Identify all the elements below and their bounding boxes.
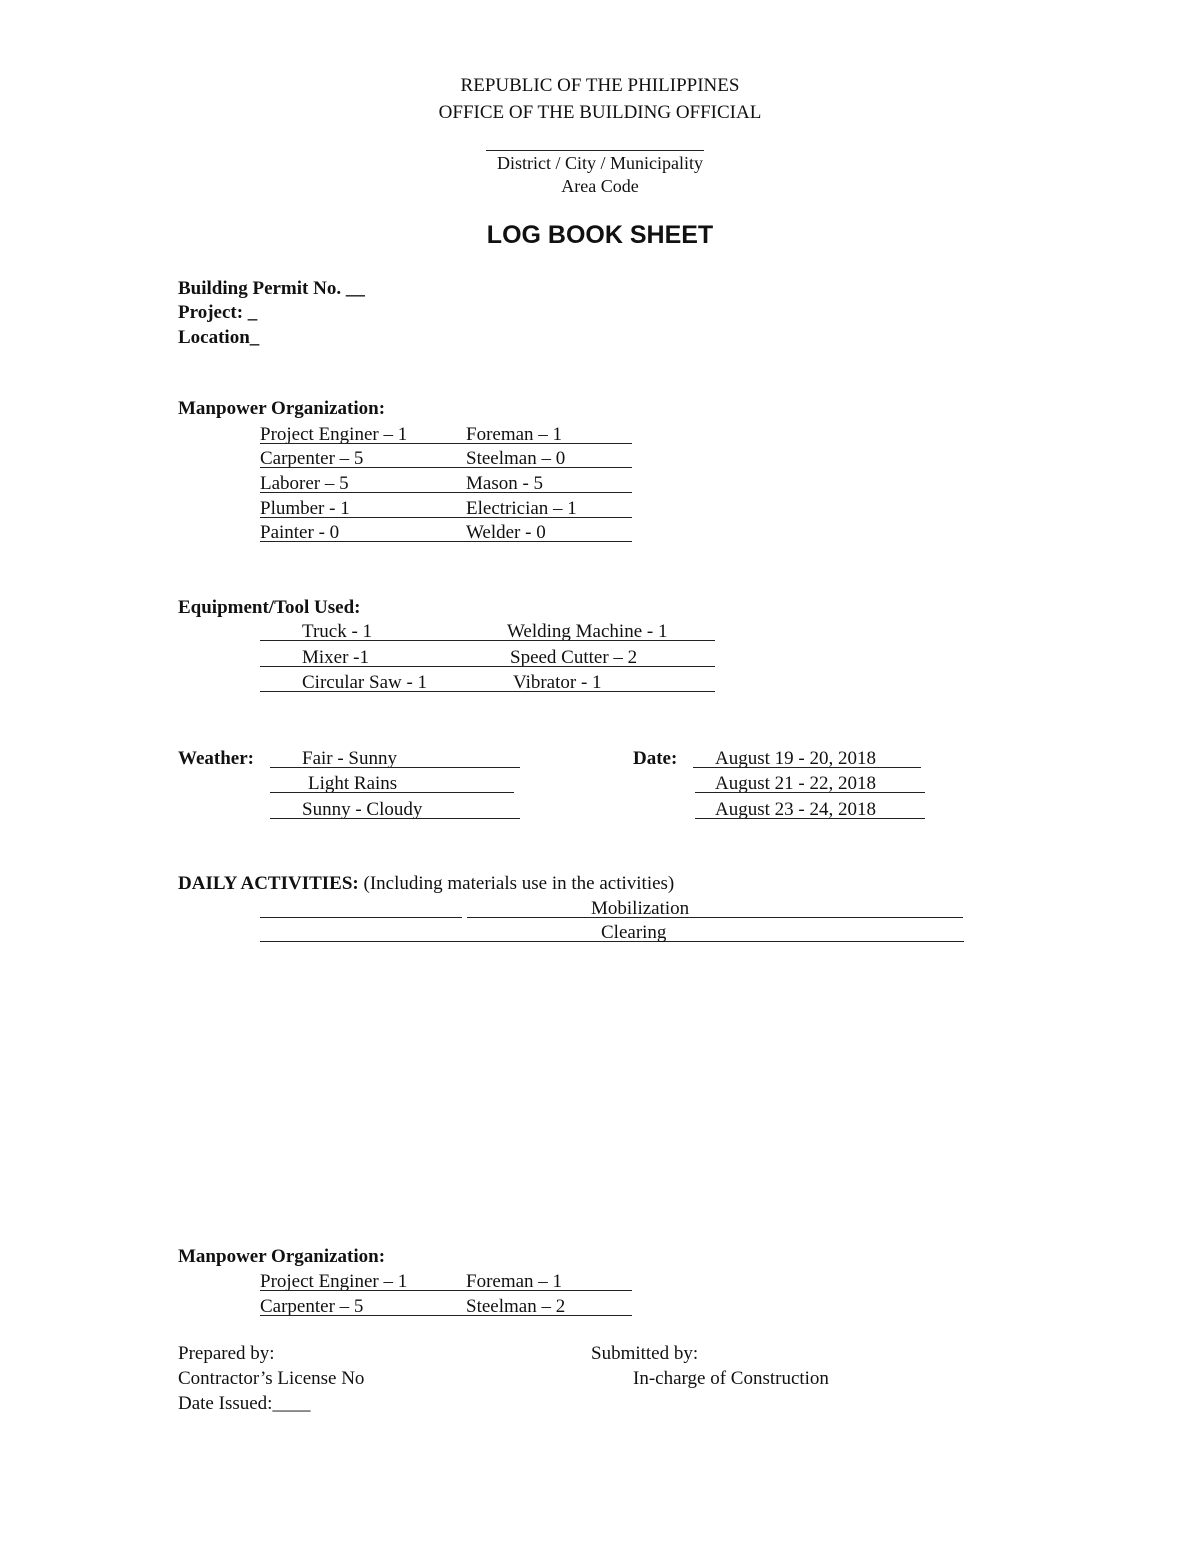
row-underline (260, 1315, 632, 1316)
equipment-cell: Mixer -1 (302, 647, 370, 668)
submitted-by-label: Submitted by: (591, 1343, 699, 1364)
manpower-cell: Foreman – 1 (466, 424, 563, 445)
weather-underline (270, 767, 520, 768)
manpower-cell: Plumber - 1 (260, 498, 350, 519)
header-republic: REPUBLIC OF THE PHILIPPINES (460, 75, 740, 96)
weather-entry: Light Rains (308, 773, 398, 794)
activity-item: Mobilization (591, 898, 690, 919)
date-entry: August 23 - 24, 2018 (715, 799, 876, 820)
activity-underline (260, 917, 462, 918)
incharge-label: In-charge of Construction (633, 1368, 829, 1389)
header-district: District / City / Municipality (497, 153, 703, 173)
equipment-cell: Vibrator - 1 (513, 672, 602, 693)
project-label: Project: _ (178, 302, 258, 323)
manpower-cell: Steelman – 0 (466, 448, 566, 469)
header-office: OFFICE OF THE BUILDING OFFICIAL (438, 102, 762, 123)
date-entry: August 21 - 22, 2018 (715, 773, 876, 794)
equipment-cell: Welding Machine - 1 (507, 621, 668, 642)
weather-underline (270, 792, 514, 793)
weather-entry: Sunny - Cloudy (302, 799, 423, 820)
doc-title: LOG BOOK SHEET (486, 221, 714, 249)
row-underline (260, 517, 632, 518)
manpower-heading: Manpower Organization: (178, 398, 386, 419)
date-underline (695, 792, 925, 793)
weather-entry: Fair - Sunny (302, 748, 397, 769)
date-issued-label: Date Issued:____ (178, 1393, 311, 1414)
date-underline (695, 818, 925, 819)
manpower-cell: Welder - 0 (466, 522, 546, 543)
activity-item: Clearing (601, 922, 667, 943)
prepared-by-label: Prepared by: (178, 1343, 275, 1364)
row-underline (260, 541, 632, 542)
manpower-cell: Mason - 5 (466, 473, 544, 494)
manpower-cell: Electrician – 1 (466, 498, 577, 519)
date-underline (693, 767, 921, 768)
location-label: Location_ (178, 327, 260, 348)
weather-underline (270, 818, 520, 819)
manpower-cell: Project Enginer – 1 (260, 424, 408, 445)
equipment-cell: Speed Cutter – 2 (510, 647, 638, 668)
row-underline (260, 443, 632, 444)
row-underline (260, 1290, 632, 1291)
weather-label: Weather: (178, 748, 254, 769)
manpower2-cell: Project Enginer – 1 (260, 1271, 408, 1292)
district-blank-line (486, 150, 704, 151)
equipment-cell: Circular Saw - 1 (302, 672, 428, 693)
manpower2-cell: Steelman – 2 (466, 1296, 566, 1317)
permit-number-label: Building Permit No. __ (178, 278, 365, 299)
activities-heading: DAILY ACTIVITIES: (178, 873, 359, 894)
row-underline (260, 666, 715, 667)
manpower2-cell: Carpenter – 5 (260, 1296, 364, 1317)
activities-note: (Including materials use in the activities) (363, 873, 675, 894)
manpower2-heading: Manpower Organization: (178, 1246, 386, 1267)
row-underline (260, 492, 632, 493)
manpower-cell: Painter - 0 (260, 522, 340, 543)
manpower-cell: Carpenter – 5 (260, 448, 364, 469)
row-underline (260, 467, 632, 468)
row-underline (260, 640, 715, 641)
activities-header (178, 874, 674, 893)
row-underline (260, 691, 715, 692)
manpower-cell: Laborer – 5 (260, 473, 349, 494)
header-area-code: Area Code (561, 176, 639, 196)
date-entry: August 19 - 20, 2018 (715, 748, 876, 769)
equipment-cell: Truck - 1 (302, 621, 373, 642)
contractor-license-label: Contractor’s License No (178, 1368, 365, 1389)
equipment-heading: Equipment/Tool Used: (178, 597, 361, 618)
date-label: Date: (633, 748, 678, 769)
activity-underline (467, 917, 963, 918)
manpower2-cell: Foreman – 1 (466, 1271, 563, 1292)
